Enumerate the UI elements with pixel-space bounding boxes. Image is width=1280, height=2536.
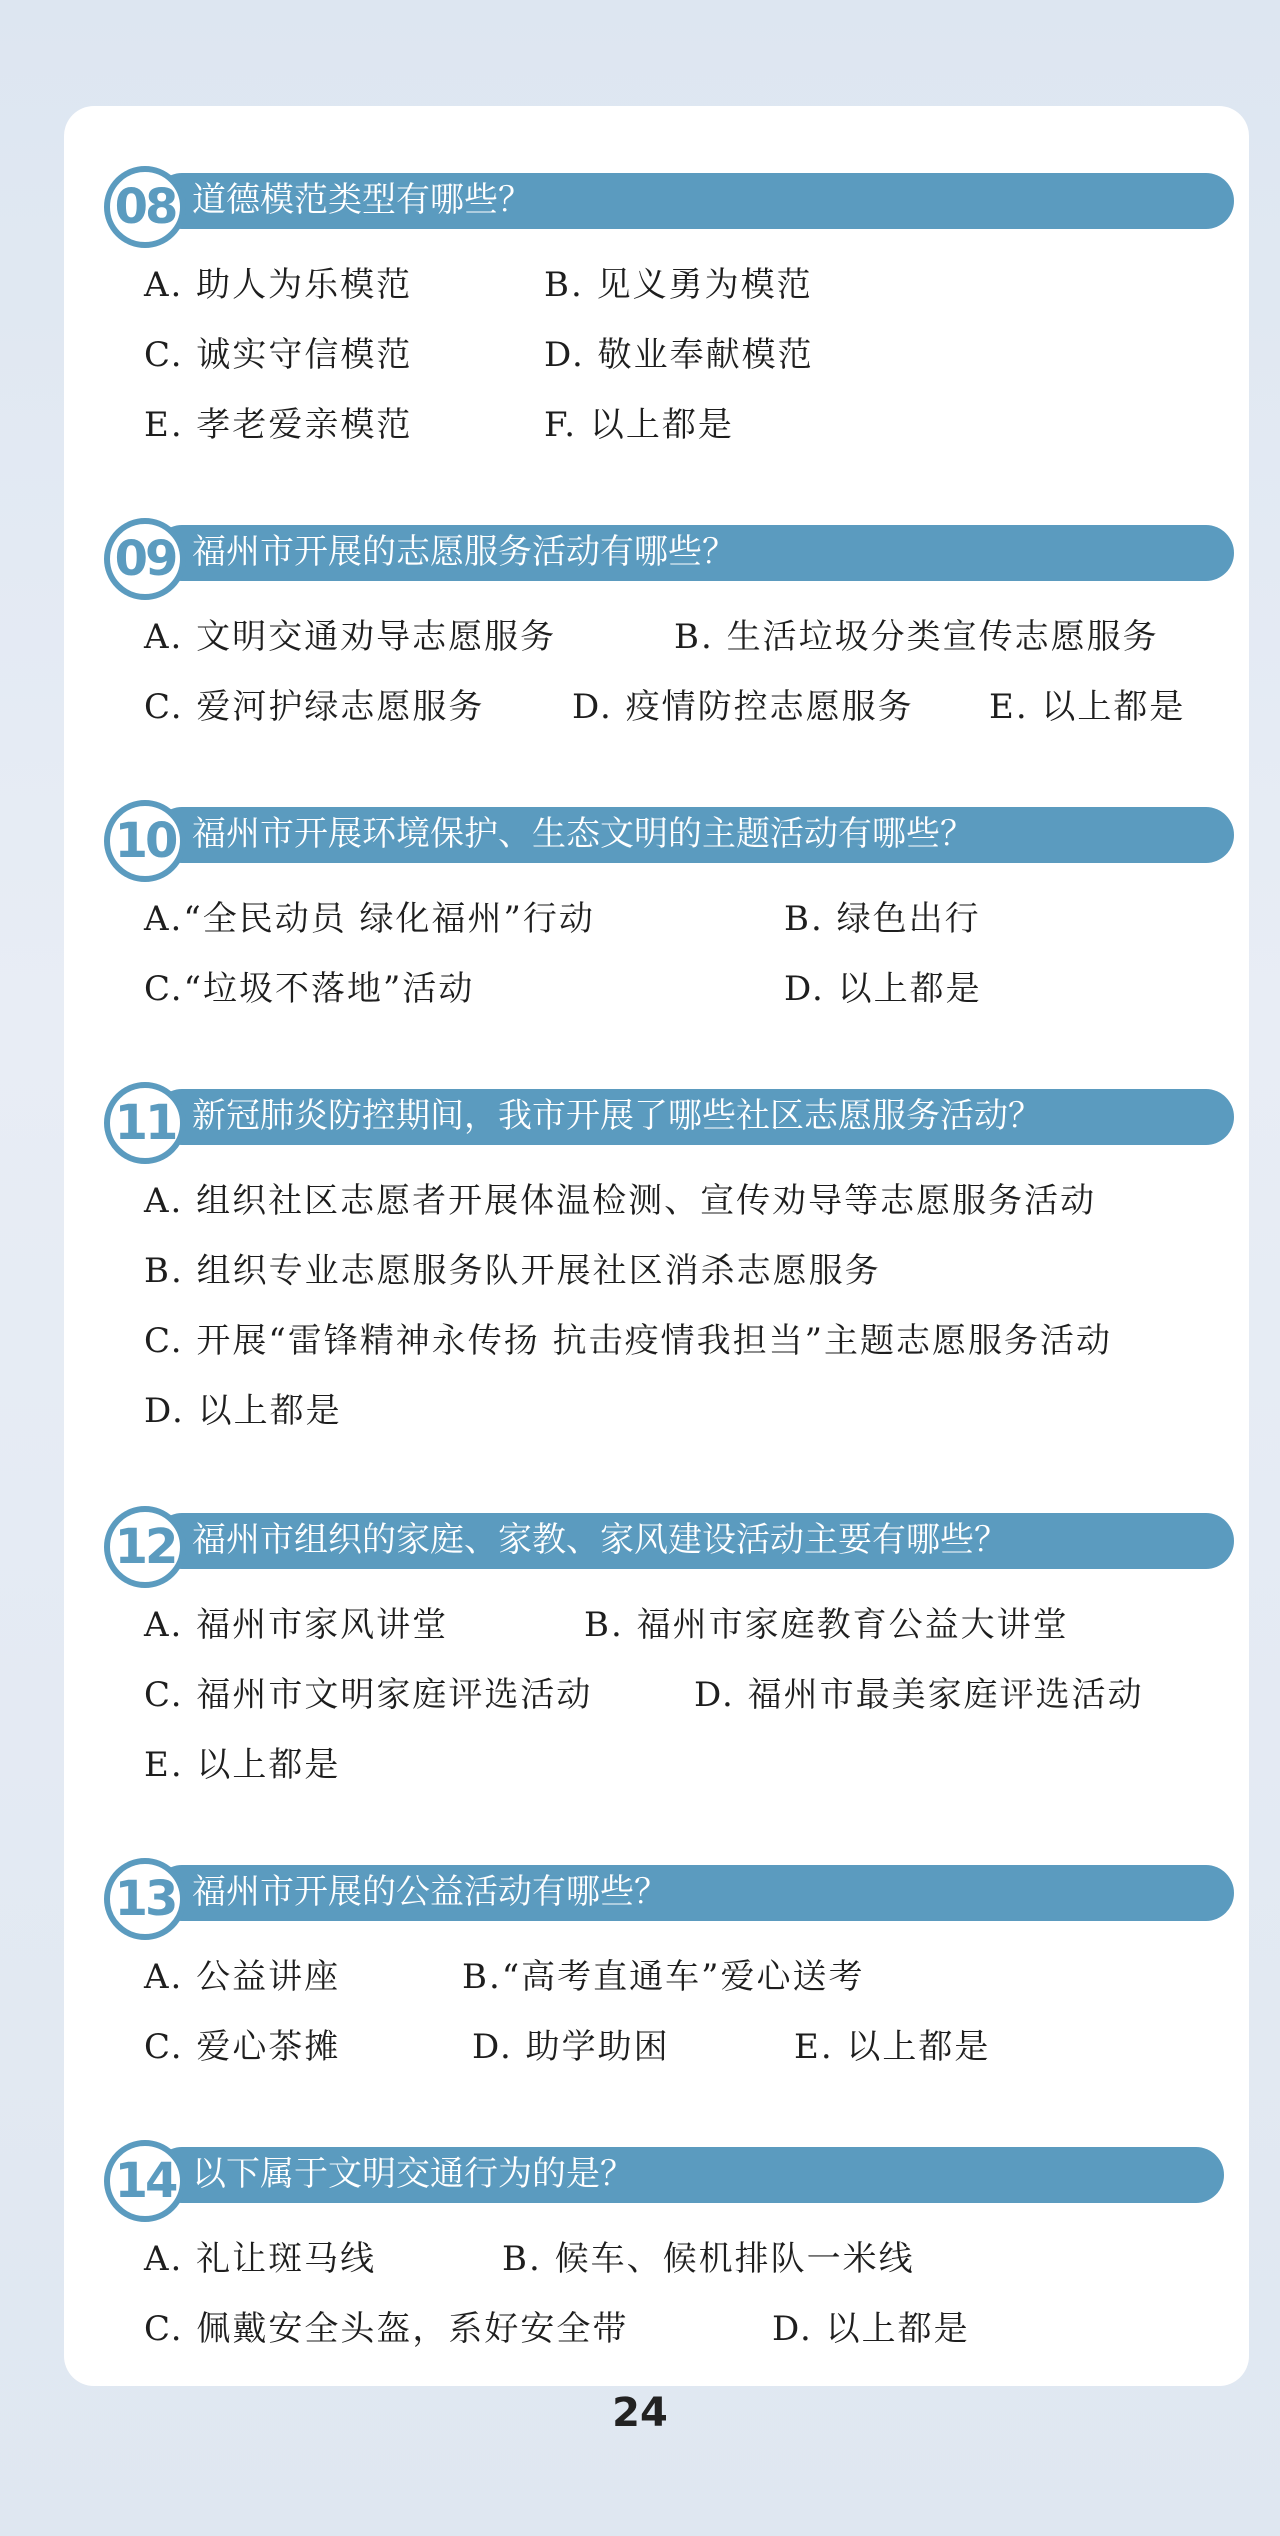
question-header [104, 518, 1254, 587]
page-number: 24 [612, 2390, 668, 2436]
options [144, 2224, 1244, 2364]
option: C.“垃圾不落地”活动 [144, 969, 475, 1009]
option-row [144, 1942, 1244, 2012]
option: D. 疫情防控志愿服务 [572, 687, 914, 727]
option-row [144, 1236, 1244, 1306]
option-row [144, 1660, 1244, 1730]
options [144, 1590, 1244, 1800]
options [144, 1166, 1244, 1446]
option-row [144, 602, 1244, 672]
option-row [144, 250, 1244, 320]
option: C. 爱心茶摊 [144, 2027, 341, 2067]
option-row [144, 672, 1244, 742]
option: A. 礼让斑马线 [144, 2239, 377, 2279]
option: F. 以上都是 [544, 405, 734, 445]
option: C. 福州市文明家庭评选活动 [144, 1675, 593, 1715]
option: D. 以上都是 [144, 1391, 342, 1431]
question-09 [104, 518, 1254, 727]
option-row [144, 2294, 1244, 2364]
option-row [144, 390, 1244, 460]
question-08 [104, 166, 1254, 445]
question-11 [104, 1082, 1254, 1431]
option-row [144, 2224, 1244, 2294]
option: E. 以上都是 [794, 2027, 991, 2067]
option: D. 以上都是 [772, 2309, 970, 2349]
question-header [104, 1506, 1254, 1575]
question-13 [104, 1858, 1254, 2067]
option: B. 绿色出行 [784, 899, 981, 939]
question-12 [104, 1506, 1254, 1785]
option: A. 福州市家风讲堂 [144, 1605, 449, 1645]
content-card [64, 106, 1249, 2386]
option: D. 敬业奉献模范 [544, 335, 814, 375]
option: C. 开展“雷锋精神永传扬 抗击疫情我担当”主题志愿服务活动 [144, 1321, 1112, 1361]
option: C. 佩戴安全头盔，系好安全带 [144, 2309, 629, 2349]
option-row [144, 954, 1244, 1024]
option: A. 组织社区志愿者开展体温检测、宣传劝导等志愿服务活动 [144, 1181, 1097, 1221]
question-14 [104, 2140, 1254, 2349]
option: B. 组织专业志愿服务队开展社区消杀志愿服务 [144, 1251, 881, 1291]
option-row [144, 1590, 1244, 1660]
option: D. 以上都是 [784, 969, 982, 1009]
option-row [144, 1730, 1244, 1800]
question-header [104, 1082, 1254, 1151]
options [144, 602, 1244, 742]
question-number-badge: 11 [104, 1082, 186, 1164]
option: E. 孝老爱亲模范 [144, 405, 413, 445]
option: B. 候车、候机排队一米线 [502, 2239, 915, 2279]
option: B. 生活垃圾分类宣传志愿服务 [674, 617, 1159, 657]
question-number-badge: 12 [104, 1506, 186, 1588]
question-header [104, 166, 1254, 235]
option: D. 福州市最美家庭评选活动 [694, 1675, 1144, 1715]
question-number-badge: 13 [104, 1858, 186, 1940]
question-text: 福州市组织的家庭、家教、家风建设活动主要有哪些？ [192, 1520, 1008, 1560]
question-number-badge: 14 [104, 2140, 186, 2222]
question-text: 福州市开展的志愿服务活动有哪些？ [192, 532, 736, 572]
option: E. 以上都是 [144, 1745, 341, 1785]
question-number-badge: 08 [104, 166, 186, 248]
options [144, 250, 1244, 460]
question-10 [104, 800, 1254, 1009]
option: A. 公益讲座 [144, 1957, 341, 1997]
option-row [144, 2012, 1244, 2082]
option: B. 福州市家庭教育公益大讲堂 [584, 1605, 1069, 1645]
option-row [144, 320, 1244, 390]
option: B.“高考直通车”爱心送考 [462, 1957, 865, 1997]
question-header [104, 2140, 1254, 2209]
question-number-badge: 10 [104, 800, 186, 882]
question-text: 新冠肺炎防控期间，我市开展了哪些社区志愿服务活动？ [192, 1096, 1042, 1136]
option: A. 助人为乐模范 [144, 265, 413, 305]
option: E. 以上都是 [989, 687, 1186, 727]
question-text: 道德模范类型有哪些？ [192, 180, 532, 220]
option-row [144, 1306, 1244, 1376]
options [144, 884, 1244, 1024]
option: A.“全民动员 绿化福州”行动 [144, 899, 595, 939]
question-text: 福州市开展的公益活动有哪些？ [192, 1872, 668, 1912]
options [144, 1942, 1244, 2082]
question-header [104, 1858, 1254, 1927]
option: C. 爱河护绿志愿服务 [144, 687, 485, 727]
option: D. 助学助困 [472, 2027, 670, 2067]
question-number-badge: 09 [104, 518, 186, 600]
question-text: 福州市开展环境保护、生态文明的主题活动有哪些？ [192, 814, 974, 854]
option: B. 见义勇为模范 [544, 265, 813, 305]
option: A. 文明交通劝导志愿服务 [144, 617, 557, 657]
option-row [144, 1376, 1244, 1446]
option: C. 诚实守信模范 [144, 335, 413, 375]
option-row [144, 1166, 1244, 1236]
option-row [144, 884, 1244, 954]
question-header [104, 800, 1254, 869]
question-text: 以下属于文明交通行为的是？ [192, 2154, 634, 2194]
